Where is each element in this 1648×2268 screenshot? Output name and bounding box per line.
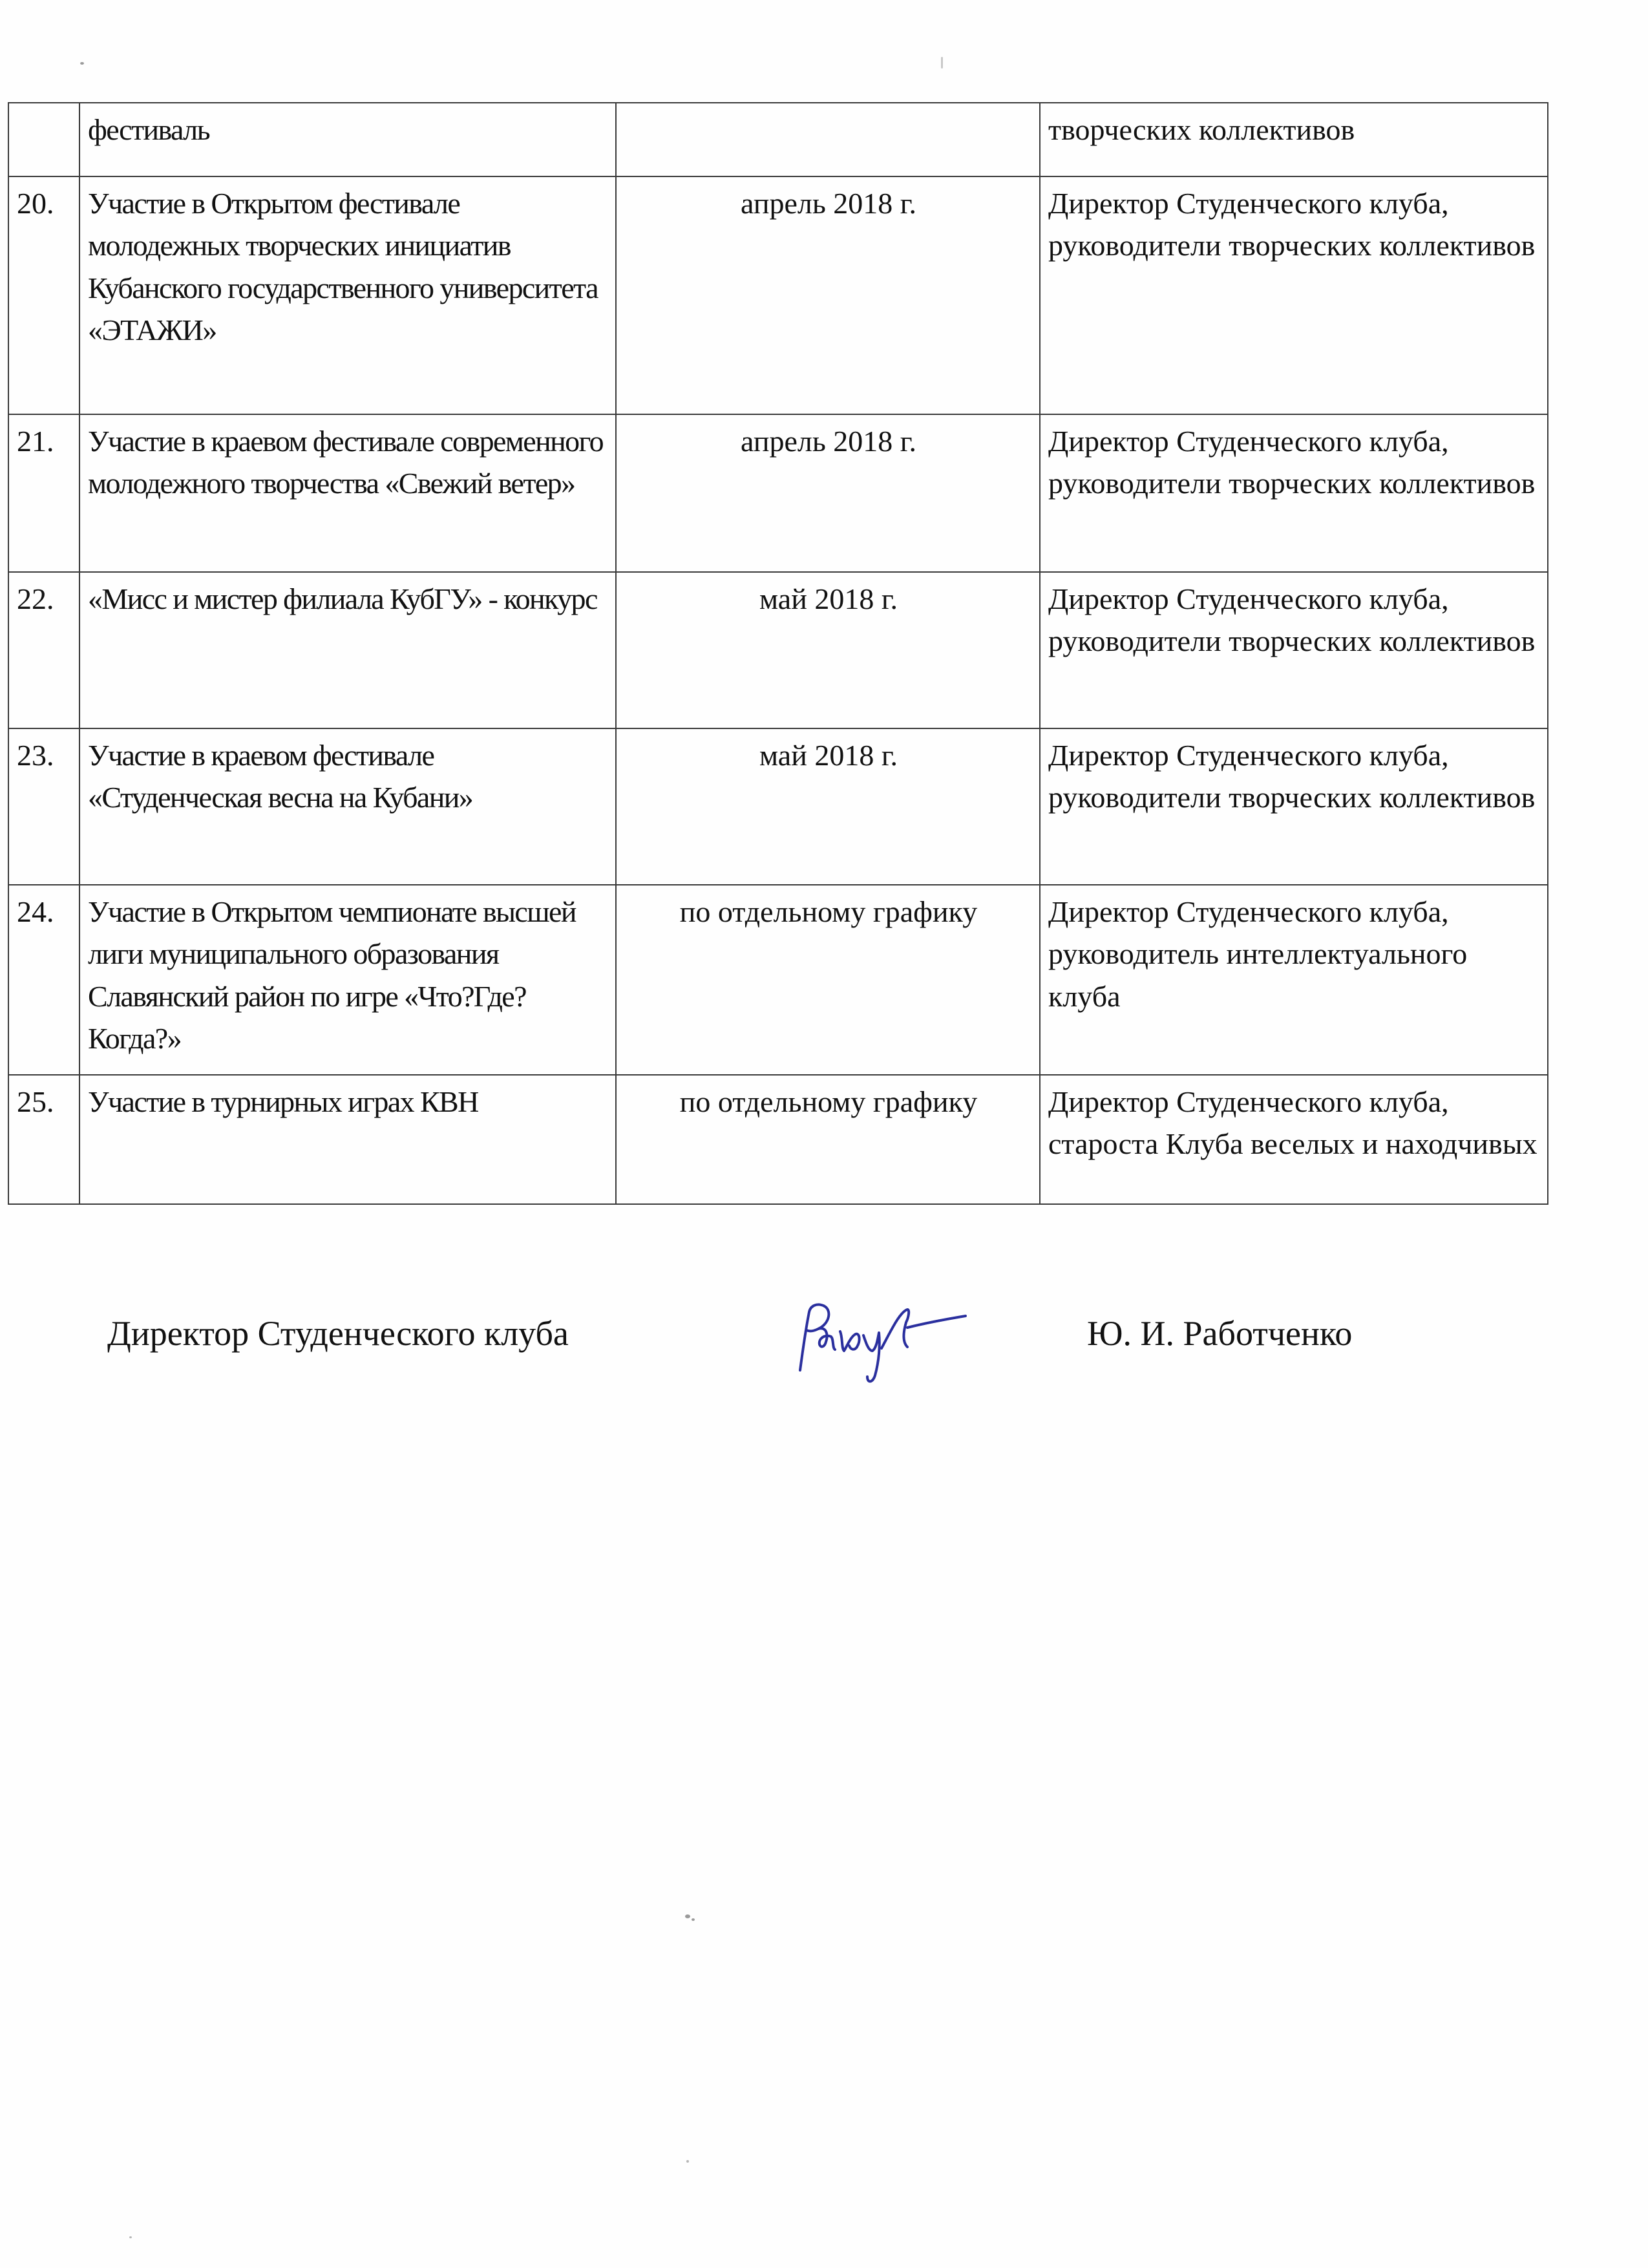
event-cell: Участие в Открытом чемпионате высшей лиги муниципального образования Славянский район по игре «Что?Где?Когда?»: [79, 885, 616, 1075]
responsible-cell: Директор Студенческого клуба, руководители творческих коллективов: [1040, 572, 1548, 728]
handwritten-signature: [781, 1286, 975, 1390]
date-cell: по отдельному графику: [616, 885, 1040, 1075]
table-row: [8, 885, 1548, 1075]
events-table: [8, 102, 1548, 1205]
scan-speck: [129, 2236, 132, 2238]
date-cell: апрель 2018 г.: [616, 176, 1040, 414]
row-number: [8, 103, 79, 176]
event-cell: Участие в краевом фестивале современного молодежного творчества «Свежий ветер»: [79, 414, 616, 572]
date-cell: апрель 2018 г.: [616, 414, 1040, 572]
responsible-cell: Директор Студенческого клуба, руководитель интеллектуального клуба: [1040, 885, 1548, 1075]
scan-speck: [692, 1918, 695, 1921]
date-cell: по отдельному графику: [616, 1075, 1040, 1204]
table-row: [8, 1075, 1548, 1204]
row-number: 25.: [8, 1075, 79, 1204]
scan-speck: [941, 57, 943, 69]
responsible-cell: Директор Студенческого клуба, руководители творческих коллективов: [1040, 176, 1548, 414]
event-cell: «Мисс и мистер филиала КубГУ» - конкурс: [79, 572, 616, 728]
scan-speck: [685, 1914, 690, 1918]
row-number: 22.: [8, 572, 79, 728]
event-cell: Участие в краевом фестивале «Студенческая весна на Кубани»: [79, 728, 616, 885]
row-number: 20.: [8, 176, 79, 414]
responsible-cell: творческих коллективов: [1040, 103, 1548, 176]
date-cell: май 2018 г.: [616, 572, 1040, 728]
scan-speck: [80, 62, 84, 65]
date-cell: [616, 103, 1040, 176]
row-number: 24.: [8, 885, 79, 1075]
table-row: [8, 103, 1548, 176]
signatory-name: Ю. И. Работченко: [1087, 1314, 1353, 1353]
row-number: 21.: [8, 414, 79, 572]
event-cell: Участие в турнирных играх КВН: [79, 1075, 616, 1204]
table-row: [8, 728, 1548, 885]
signature-block: [0, 1286, 1648, 1403]
row-number: 23.: [8, 728, 79, 885]
responsible-cell: Директор Студенческого клуба, руководители творческих коллективов: [1040, 414, 1548, 572]
scan-speck: [686, 2160, 689, 2163]
date-cell: май 2018 г.: [616, 728, 1040, 885]
table-row: [8, 176, 1548, 414]
event-cell: Участие в Открытом фестивале молодежных творческих инициатив Кубанского государственного университета «ЭТАЖИ»: [79, 176, 616, 414]
table-row: [8, 572, 1548, 728]
event-cell: фестиваль: [79, 103, 616, 176]
responsible-cell: Директор Студенческого клуба, староста Клуба веселых и находчивых: [1040, 1075, 1548, 1204]
responsible-cell: Директор Студенческого клуба, руководители творческих коллективов: [1040, 728, 1548, 885]
signatory-title: Директор Студенческого клуба: [107, 1314, 569, 1353]
table-row: [8, 414, 1548, 572]
